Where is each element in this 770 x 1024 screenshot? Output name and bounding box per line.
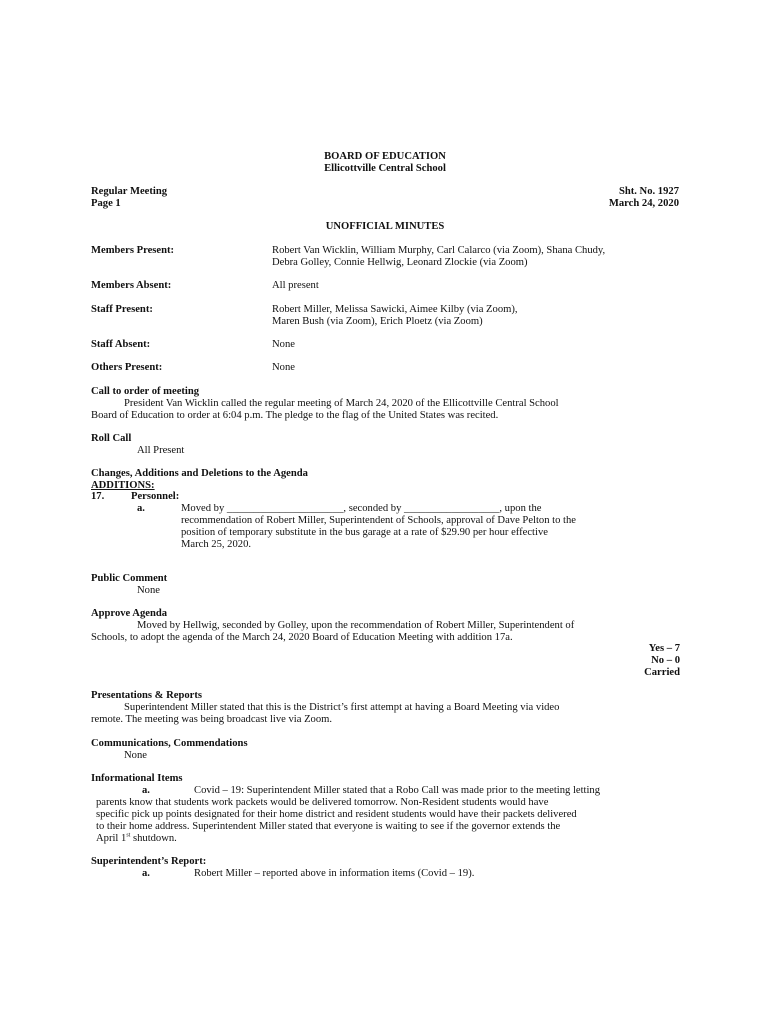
informational-line5-post: shutdown. [130,833,177,844]
board-title: BOARD OF EDUCATION [324,151,446,162]
call-to-order-line2: Board of Education to order at 6:04 p.m. The pledge to the flag of the United States was recited. [91,410,499,421]
informational-line5-sup: st [126,832,131,839]
motion-line3: position of temporary substitute in the bus garage at a rate of $29.90 per hour effective [181,527,548,538]
members-present-label: Members Present: [91,245,175,256]
motion-line1: Moved by ______________________, seconded by __________________, upon the [181,503,542,514]
call-to-order-line1: President Van Wicklin called the regular meeting of March 24, 2020 of the Ellicottville Central School [124,398,559,409]
superintendent-report-text: Robert Miller – reported above in information items (Covid – 19). [194,868,475,879]
item-title: Personnel: [131,491,180,502]
superintendent-report-letter: a. [142,868,150,879]
others-present-value: None [272,362,295,373]
informational-line5-pre: April 1 [96,833,127,844]
staff-present-label: Staff Present: [91,304,153,315]
staff-present-line1: Robert Miller, Melissa Sawicki, Aimee Kilby (via Zoom), [272,304,518,315]
communications-text: None [124,750,147,761]
approve-agenda-heading: Approve Agenda [91,608,168,619]
school-name: Ellicottville Central School [324,163,446,174]
vote-result: Carried [644,667,680,678]
vote-no: No – 0 [651,655,680,666]
informational-heading: Informational Items [91,773,183,784]
members-absent-value: All present [272,280,319,291]
public-comment-heading: Public Comment [91,573,168,584]
staff-absent-label: Staff Absent: [91,339,151,350]
changes-heading: Changes, Additions and Deletions to the Agenda [91,468,308,479]
staff-absent-value: None [272,339,295,350]
motion-line2: recommendation of Robert Miller, Superintendent of Schools, approval of Dave Pelton to the [181,515,576,526]
superintendent-report-heading: Superintendent’s Report: [91,856,207,867]
presentations-line1: Superintendent Miller stated that this is the District’s first attempt at having a Board Meeting via video [124,702,560,713]
document-title: UNOFFICIAL MINUTES [325,221,445,232]
approve-agenda-line2: Schools, to adopt the agenda of the March 24, 2020 Board of Education Meeting with addition 17a. [91,632,513,643]
approve-agenda-line1: Moved by Hellwig, seconded by Golley, upon the recommendation of Robert Miller, Superintendent of [137,620,575,631]
page-number: Page 1 [91,198,121,209]
informational-line3: specific pick up points designated for their home district and resident students would have their packets delivered [96,809,577,820]
call-to-order-heading: Call to order of meeting [91,386,200,397]
roll-call-heading: Roll Call [91,433,132,444]
sub-item-letter: a. [137,503,145,514]
additions-label: ADDITIONS: [91,480,155,491]
informational-line2: parents know that students work packets would be delivered tomorrow. Non-Resident students would have [96,797,549,808]
communications-heading: Communications, Commendations [91,738,248,749]
informational-line4: to their home address. Superintendent Miller stated that everyone is waiting to see if the governor extends the [96,821,561,832]
members-absent-label: Members Absent: [91,280,172,291]
motion-line4: March 25, 2020. [181,539,252,550]
meeting-date: March 24, 2020 [608,198,679,209]
staff-present-line2: Maren Bush (via Zoom), Erich Ploetz (via Zoom) [272,316,483,327]
members-present-line2: Debra Golley, Connie Hellwig, Leonard Zlockie (via Zoom) [272,257,528,268]
informational-line5 [96,833,177,845]
public-comment-text: None [137,585,160,596]
meeting-type: Regular Meeting [91,186,168,197]
presentations-line2: remote. The meeting was being broadcast live via Zoom. [91,714,333,725]
item-number: 17. [91,491,105,502]
sheet-number: Sht. No. 1927 [618,186,679,197]
others-present-label: Others Present: [91,362,163,373]
roll-call-text: All Present [137,445,185,456]
informational-letter: a. [142,785,150,796]
vote-yes: Yes – 7 [648,643,680,654]
presentations-heading: Presentations & Reports [91,690,203,701]
members-present-line1: Robert Van Wicklin, William Murphy, Carl Calarco (via Zoom), Shana Chudy, [272,245,606,256]
informational-line1: Covid – 19: Superintendent Miller stated that a Robo Call was made prior to the meeting letting [194,785,601,796]
